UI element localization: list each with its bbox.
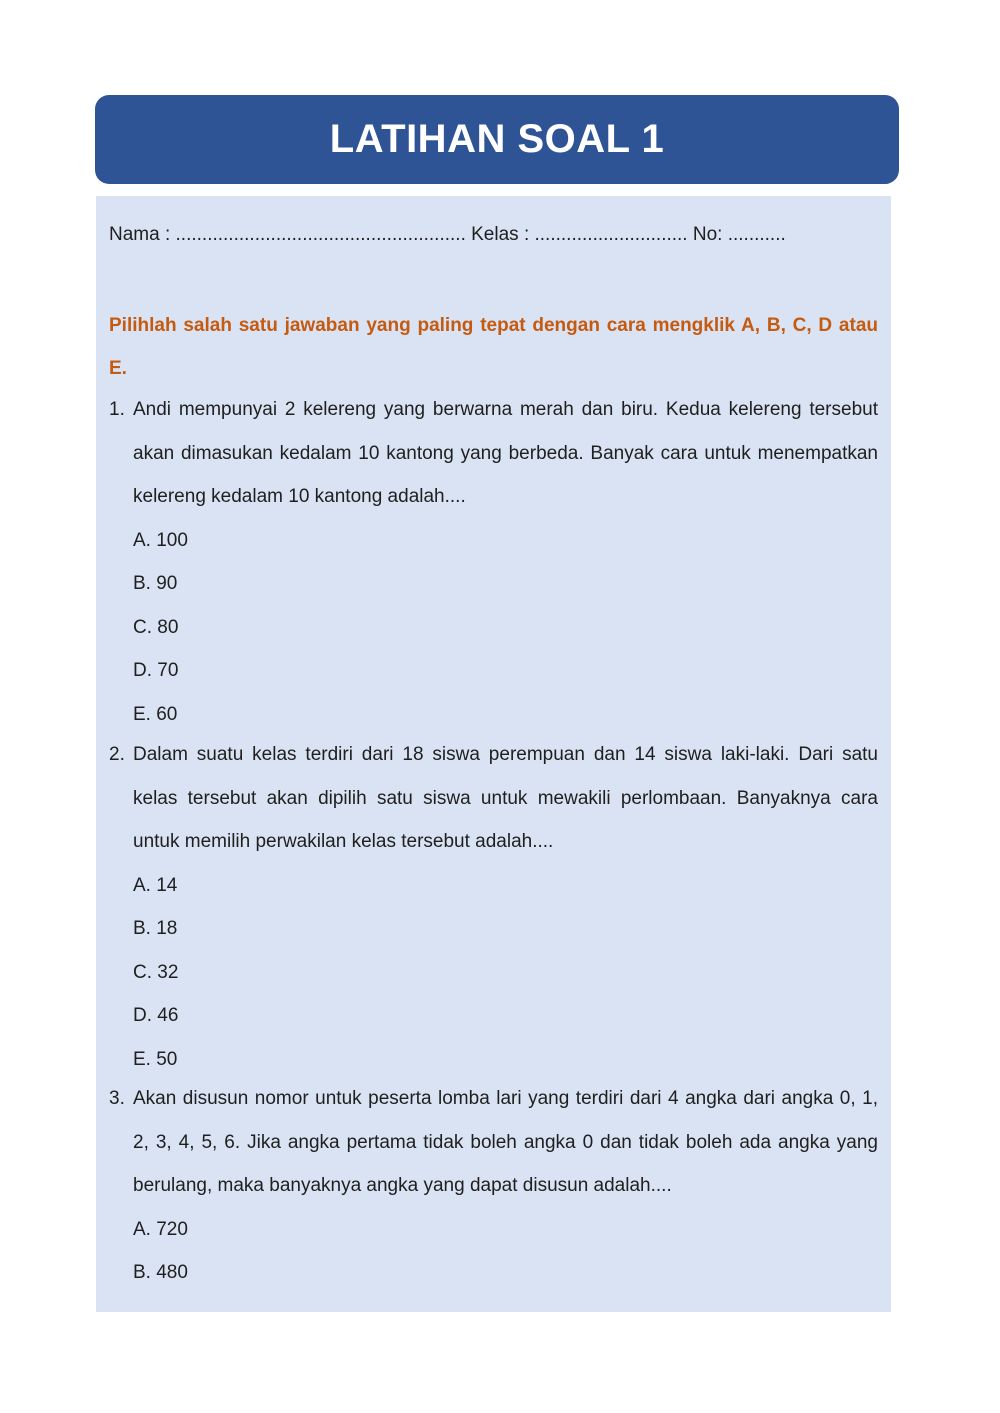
answer-options bbox=[109, 519, 878, 737]
option-a[interactable]: A. 720 bbox=[133, 1218, 188, 1240]
answer-options bbox=[109, 1208, 878, 1295]
question-2 bbox=[109, 733, 878, 1081]
question-1 bbox=[109, 388, 878, 736]
option-e[interactable]: E. 60 bbox=[133, 703, 178, 725]
option-c[interactable]: C. 32 bbox=[133, 961, 179, 983]
question-text: Akan disusun nomor untuk peserta lomba lari yang terdiri dari 4 angka dari angka 0, 1, 2, 3, 4, 5, 6. Jika angka pertama tidak boleh angka 0 dan tidak boleh ada angka yang berulang, maka banyaknya angka yang dapat disusun adalah.... bbox=[133, 1088, 878, 1196]
instruction-text: Pilihlah salah satu jawaban yang paling tepat dengan cara mengklik A, B, C, D atau E. bbox=[109, 315, 878, 379]
option-e[interactable]: E. 50 bbox=[133, 1048, 178, 1070]
worksheet-panel bbox=[96, 196, 891, 1312]
title-banner bbox=[95, 95, 899, 184]
option-a[interactable]: A. 100 bbox=[133, 529, 188, 551]
question-text: Dalam suatu kelas terdiri dari 18 siswa perempuan dan 14 siswa laki-laki. Dari satu kelas tersebut akan dipilih satu siswa untuk mewakili perlombaan. Banyaknya cara untuk memilih perwakilan kelas tersebut adalah.... bbox=[133, 744, 878, 852]
page-title: LATIHAN SOAL 1 bbox=[329, 117, 665, 161]
question-number: 1. bbox=[109, 399, 125, 420]
answer-options bbox=[109, 864, 878, 1082]
option-c[interactable]: C. 80 bbox=[133, 616, 179, 638]
option-b[interactable]: B. 90 bbox=[133, 573, 178, 594]
question-number: 2. bbox=[109, 744, 125, 765]
question-number: 3. bbox=[109, 1088, 125, 1109]
option-b[interactable]: B. 18 bbox=[133, 918, 178, 939]
option-d[interactable]: D. 70 bbox=[133, 660, 179, 681]
question-3 bbox=[109, 1077, 878, 1295]
question-text: Andi mempunyai 2 kelereng yang berwarna merah dan biru. Kedua kelereng tersebut akan dimasukan kedalam 10 kantong yang berbeda. Banyak cara untuk menempatkan kelereng kedalam 10 kantong adalah.... bbox=[133, 399, 878, 507]
option-a[interactable]: A. 14 bbox=[133, 874, 178, 896]
student-info-line: Nama : ....................................................... Kelas : ............................. No: ........... bbox=[109, 224, 786, 245]
option-d[interactable]: D. 46 bbox=[133, 1005, 179, 1026]
option-b[interactable]: B. 480 bbox=[133, 1262, 188, 1283]
